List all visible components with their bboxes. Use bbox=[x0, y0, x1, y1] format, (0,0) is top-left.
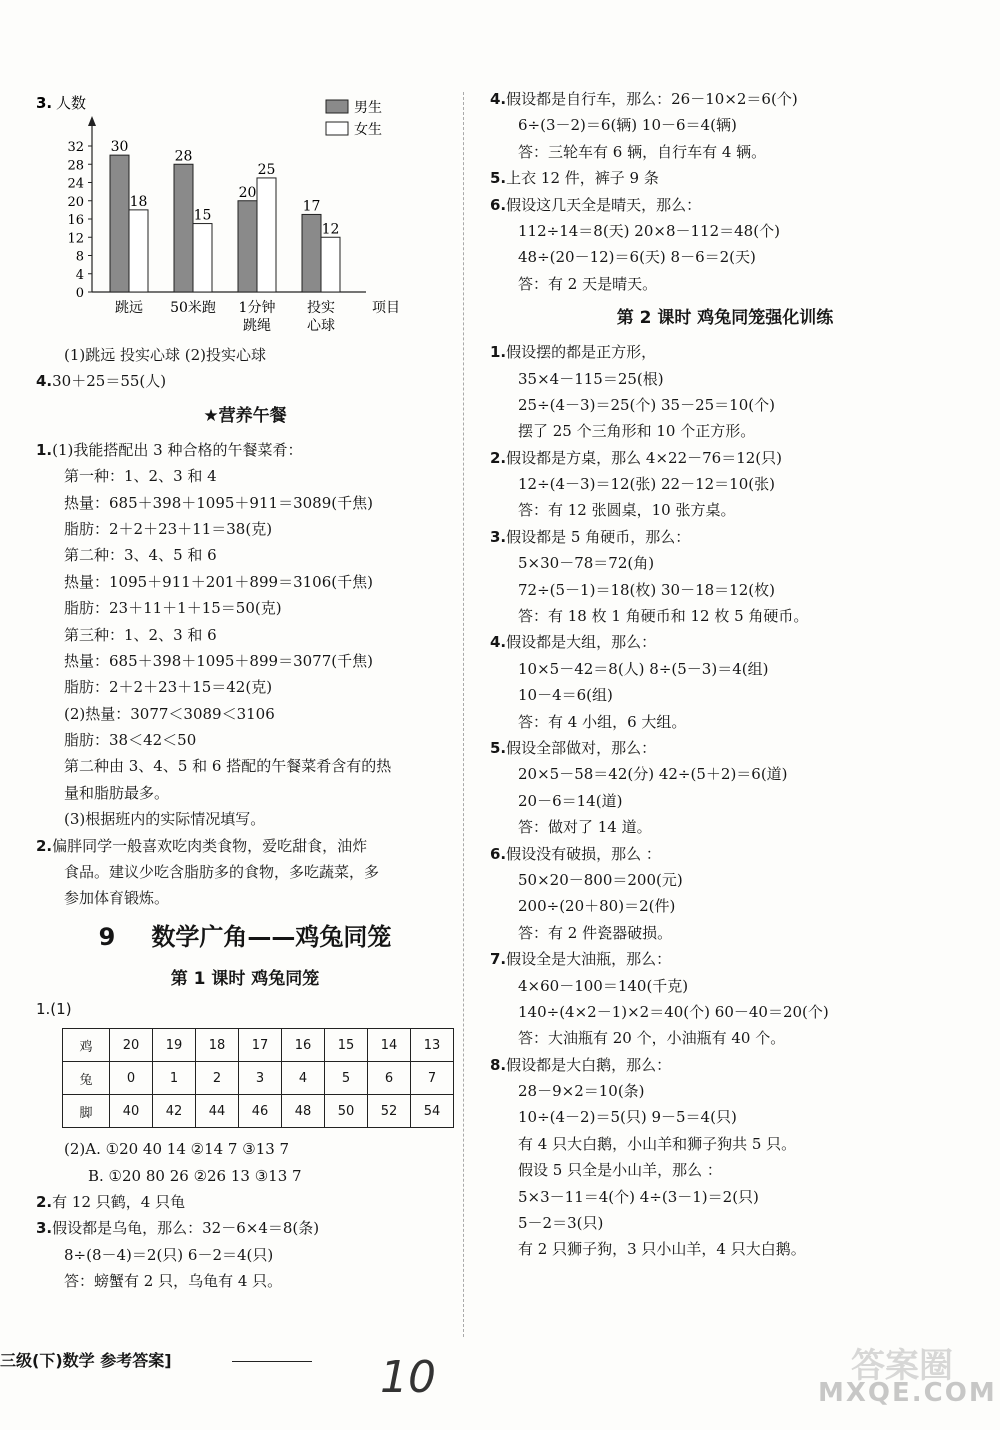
l2-q-line bbox=[490, 682, 960, 708]
lunch-q1-text: 热量：685＋398＋1095＋911＝3089(千焦) bbox=[64, 493, 373, 512]
table-cell: 0 bbox=[110, 1062, 153, 1095]
l2-q-text: 35×4－115＝25(根) bbox=[518, 369, 664, 388]
l2-q-text: 5－2＝3(只) bbox=[518, 1214, 604, 1233]
table-cell: 48 bbox=[282, 1095, 325, 1128]
table-cell: 52 bbox=[368, 1095, 411, 1128]
l1-q3-line bbox=[36, 1268, 454, 1294]
l2-q-text: 答：有 2 件瓷器破损。 bbox=[518, 923, 673, 942]
x-axis-label: 项目 bbox=[372, 300, 400, 316]
lunch-q1-text: 脂肪：23＋11＋1＋15＝50(克) bbox=[64, 599, 282, 618]
table-row-head: 脚 bbox=[63, 1095, 110, 1128]
l2-q-text: 假设 5 只全是小山羊，那么 ： bbox=[518, 1161, 722, 1180]
chapter-title: 数学广角——鸡兔同笼 bbox=[151, 922, 392, 951]
l1-q1-label: 1.(1) bbox=[36, 999, 72, 1018]
r-q6-line bbox=[490, 218, 960, 244]
table-cell: 17 bbox=[239, 1029, 282, 1062]
r-q6 bbox=[490, 192, 960, 298]
lunch-q1-text: 热量：1095＋911＋201＋899＝3106(千焦) bbox=[64, 572, 373, 591]
l2-q-line bbox=[490, 656, 960, 682]
legend-swatch bbox=[326, 100, 348, 113]
l2-q-text: 140÷(4×2－1)×2＝40(个) 60－40＝20(个) bbox=[518, 1002, 829, 1021]
r-q6-text: 答：有 2 天是晴天。 bbox=[518, 274, 658, 293]
bar-boys bbox=[110, 155, 129, 292]
l2-q-text: 假设都是大组，那么： bbox=[506, 633, 657, 652]
bar-data-label: 25 bbox=[257, 161, 276, 178]
r-q6-number: 6. bbox=[490, 195, 507, 214]
lunch-q1-line bbox=[36, 806, 454, 832]
l2-q-text: 10×5－42＝8(人) 8÷(5－3)＝4(组) bbox=[518, 659, 769, 678]
l2-q-number: 7. bbox=[490, 950, 507, 969]
chart-number: 3. bbox=[36, 94, 53, 112]
table-cell: 18 bbox=[196, 1029, 239, 1062]
lunch-q2-number: 2. bbox=[36, 836, 53, 855]
r-q6-line bbox=[490, 244, 960, 270]
l2-q-number: 2. bbox=[490, 448, 507, 467]
l2-q-line bbox=[490, 471, 960, 497]
bar-data-label: 20 bbox=[238, 184, 257, 201]
lesson1-title: 第 1 课时 鸡兔同笼 bbox=[170, 968, 320, 989]
l2-question bbox=[490, 735, 960, 841]
lunch-q1-line bbox=[36, 542, 454, 568]
table-cell: 3 bbox=[239, 1062, 282, 1095]
legend-label: 男生 bbox=[354, 100, 382, 116]
x-tick-label: 跳远 bbox=[115, 300, 143, 316]
r-q4 bbox=[490, 86, 960, 165]
l2-q-line bbox=[490, 1078, 960, 1104]
lesson2-answers bbox=[490, 339, 960, 1263]
lunch-q1-line bbox=[36, 753, 454, 779]
r-q6-line bbox=[490, 192, 960, 218]
l2-q-text: 答：做对了 14 道。 bbox=[518, 818, 652, 837]
l2-q-text: 假设全是大油瓶，那么： bbox=[506, 950, 672, 969]
l2-q-line bbox=[490, 339, 960, 365]
lunch-q1 bbox=[36, 437, 454, 833]
l2-q-line bbox=[490, 577, 960, 603]
l2-q-line bbox=[490, 1104, 960, 1130]
lunch-q1-number: 1. bbox=[36, 440, 53, 459]
l1-q3 bbox=[36, 1215, 454, 1294]
l1-q1-part2-b: B. ①20 80 26 ②26 13 ③13 7 bbox=[88, 1166, 302, 1185]
lunch-q1-line bbox=[36, 727, 454, 753]
y-tick-label: 8 bbox=[75, 249, 84, 265]
table-cell: 16 bbox=[282, 1029, 325, 1062]
l2-q-text: 答：有 12 张圆桌，10 张方桌。 bbox=[518, 501, 736, 520]
left-column bbox=[36, 86, 454, 1295]
table-cell: 44 bbox=[196, 1095, 239, 1128]
bar-data-label: 18 bbox=[129, 193, 148, 210]
l2-q-text: 有 2 只狮子狗，3 只小山羊，4 只大白鹅。 bbox=[518, 1240, 806, 1259]
table-cell: 14 bbox=[368, 1029, 411, 1062]
watermark-logo-mark: 答案圈 bbox=[851, 1346, 953, 1386]
q4-text: 30＋25＝55(人) bbox=[52, 372, 167, 391]
l2-q-text: 答：大油瓶有 20 个，小油瓶有 40 个。 bbox=[518, 1029, 786, 1048]
y-tick-label: 12 bbox=[67, 231, 84, 247]
lunch-q2-line bbox=[36, 833, 454, 859]
l2-q-text: 25÷(4－3)＝25(个) 35－25＝10(个) bbox=[518, 395, 775, 414]
l2-q-text: 28－9×2＝10(条) bbox=[518, 1082, 645, 1101]
r-q4-line bbox=[490, 112, 960, 138]
l2-question bbox=[490, 339, 960, 445]
right-column bbox=[490, 86, 960, 1263]
table-cell: 46 bbox=[239, 1095, 282, 1128]
l2-q-line bbox=[490, 841, 960, 867]
l1-q3-text: 假设都是乌龟，那么：32－6×4＝8(条) bbox=[52, 1219, 320, 1238]
watermark-url: MXQE.COM bbox=[818, 1378, 997, 1408]
chicken-rabbit-table bbox=[62, 1028, 454, 1128]
l2-q-line bbox=[490, 1025, 960, 1051]
l2-q-text: 20×5－58＝42(分) 42÷(5＋2)＝6(道) bbox=[518, 765, 788, 784]
l2-q-text: 有 4 只大白鹅，小山羊和狮子狗共 5 只。 bbox=[518, 1134, 797, 1153]
running-head: 三级(下)数学 参考答案] bbox=[0, 1351, 172, 1370]
l2-question bbox=[490, 841, 960, 947]
l2-q-line bbox=[490, 497, 960, 523]
l2-q-text: 假设没有破损，那么 ： bbox=[506, 844, 661, 863]
y-tick-label: 24 bbox=[67, 176, 84, 192]
table-cell: 19 bbox=[153, 1029, 196, 1062]
r-q6-text: 假设这几天全是晴天，那么： bbox=[506, 195, 702, 214]
l2-q-line bbox=[490, 550, 960, 576]
bar-girls bbox=[257, 178, 276, 292]
lunch-q1-text: 脂肪：2＋2＋23＋11＝38(克) bbox=[64, 519, 273, 538]
r-q4-line bbox=[490, 139, 960, 165]
lunch-q1-line bbox=[36, 622, 454, 648]
lunch-q2-text: 偏胖同学一般喜欢吃肉类食物，爱吃甜食，油炸 bbox=[52, 836, 368, 855]
lunch-q2-text: 参加体育锻炼。 bbox=[64, 889, 170, 908]
lesson2-title: 第 2 课时 鸡兔同笼强化训练 bbox=[616, 308, 834, 329]
bar-data-label: 17 bbox=[302, 198, 321, 215]
table-cell: 50 bbox=[325, 1095, 368, 1128]
l2-q-number: 5. bbox=[490, 738, 507, 757]
l2-q-text: 200÷(20＋80)＝2(件) bbox=[518, 897, 676, 916]
l2-q-text: 5×30－78＝72(角) bbox=[518, 554, 655, 573]
y-tick-label: 16 bbox=[67, 213, 84, 228]
bar-boys bbox=[238, 201, 257, 292]
l2-q-line bbox=[490, 445, 960, 471]
l1-q1-part2-a: (2)A. ①20 40 14 ②14 7 ③13 7 bbox=[64, 1140, 290, 1159]
lunch-q1-text: 第三种：1、2、3 和 6 bbox=[64, 625, 217, 644]
l2-q-line bbox=[490, 1236, 960, 1262]
l2-q-text: 72÷(5－1)＝18(枚) 30－18＝12(枚) bbox=[518, 580, 775, 599]
l1-q2-text: 有 12 只鹤，4 只龟 bbox=[52, 1192, 186, 1211]
bar-data-label: 30 bbox=[110, 139, 129, 156]
x-tick-label: 投实 bbox=[307, 300, 335, 316]
r-q6-line bbox=[490, 271, 960, 297]
l2-q-text: 10÷(4－2)＝5(只) 9－5＝4(只) bbox=[518, 1108, 737, 1127]
l2-q-line bbox=[490, 867, 960, 893]
y-axis-label: 人数 bbox=[56, 94, 87, 112]
bar-chart-svg bbox=[36, 86, 454, 342]
table-row bbox=[63, 1029, 454, 1062]
l2-q-line bbox=[490, 761, 960, 787]
l2-q-text: 摆了 25 个三角形和 10 个正方形。 bbox=[518, 422, 756, 441]
l2-q-line bbox=[490, 603, 960, 629]
l2-question bbox=[490, 1052, 960, 1263]
r-q4-text: 6÷(3－2)＝6(辆) 10－6＝4(辆) bbox=[518, 116, 737, 135]
r-q4-text: 假设都是自行车，那么：26－10×2＝6(个) bbox=[506, 90, 798, 108]
lunch-q2-line bbox=[36, 859, 454, 885]
chapter-number: 9 bbox=[98, 922, 116, 951]
lunch-q1-line bbox=[36, 516, 454, 542]
handwritten-page-number: 10 bbox=[380, 1352, 436, 1403]
lunch-q1-text: 脂肪：38＜42＜50 bbox=[64, 731, 197, 750]
l2-question bbox=[490, 946, 960, 1052]
r-q4-line bbox=[490, 86, 960, 112]
x-tick-label: 跳绳 bbox=[243, 318, 271, 334]
l2-question bbox=[490, 629, 960, 735]
r-q6-text: 48÷(20－12)＝6(天) 8－6＝2(天) bbox=[518, 248, 756, 267]
r-q6-text: 112÷14＝8(天) 20×8－112＝48(个) bbox=[518, 221, 780, 240]
lunch-q1-text: 热量：685＋398＋1095＋899＝3077(千焦) bbox=[64, 651, 373, 670]
bar-girls bbox=[193, 224, 212, 292]
table-row bbox=[63, 1062, 454, 1095]
l2-q-line bbox=[490, 920, 960, 946]
lunch-q1-line bbox=[36, 595, 454, 621]
q4-number: 4. bbox=[36, 372, 53, 391]
l2-q-line bbox=[490, 1052, 960, 1078]
l2-q-line bbox=[490, 629, 960, 655]
l2-q-text: 5×3－11＝4(个) 4÷(3－1)＝2(只) bbox=[518, 1187, 759, 1206]
lunch-q1-text: 量和脂肪最多。 bbox=[64, 783, 170, 802]
l2-q-line bbox=[490, 366, 960, 392]
table-cell: 7 bbox=[411, 1062, 454, 1095]
l2-q-line bbox=[490, 1184, 960, 1210]
lunch-q2-text: 食品。建议少吃含脂肪多的食物，多吃蔬菜，多 bbox=[64, 863, 380, 882]
legend-label: 女生 bbox=[354, 122, 382, 138]
l2-q-text: 答：有 4 小组，6 大组。 bbox=[518, 712, 687, 731]
bar-chart bbox=[36, 86, 454, 342]
l2-q-line bbox=[490, 1131, 960, 1157]
l1-q3-line bbox=[36, 1242, 454, 1268]
lunch-q1-text: 第一种：1、2、3 和 4 bbox=[64, 467, 217, 486]
l2-q-text: 假设摆的都是正方形， bbox=[506, 343, 657, 362]
lunch-q1-line bbox=[36, 701, 454, 727]
l2-q-text: 10－4＝6(组) bbox=[518, 686, 613, 705]
l2-q-text: 假设都是 5 角硬币，那么： bbox=[506, 527, 691, 546]
lunch-q1-text: 第二种：3、4、5 和 6 bbox=[64, 546, 217, 565]
bar-data-label: 15 bbox=[193, 207, 212, 224]
y-tick-label: 28 bbox=[67, 158, 84, 174]
l2-q-text: 4×60－100＝140(千克) bbox=[518, 976, 689, 995]
y-tick-label: 32 bbox=[67, 140, 84, 155]
chapter-heading bbox=[36, 912, 454, 962]
l2-q-line bbox=[490, 893, 960, 919]
l2-q-text: 答：有 18 枚 1 角硬币和 12 枚 5 角硬币。 bbox=[518, 607, 809, 626]
lunch-q1-line bbox=[36, 780, 454, 806]
l2-q-line bbox=[490, 524, 960, 550]
x-tick-label: 心球 bbox=[307, 318, 335, 334]
bar-data-label: 28 bbox=[174, 148, 193, 165]
l2-q-line bbox=[490, 418, 960, 444]
r-q4-number: 4. bbox=[490, 90, 507, 108]
l2-q-text: 12÷(4－3)＝12(张) 22－12＝10(张) bbox=[518, 475, 775, 494]
l2-q-line bbox=[490, 814, 960, 840]
l2-q-text: 20－6＝14(道) bbox=[518, 791, 623, 810]
lunch-q1-text: 第二种由 3、4、5 和 6 搭配的午餐菜肴含有的热 bbox=[64, 757, 392, 776]
l2-q-number: 3. bbox=[490, 527, 507, 546]
table-cell: 4 bbox=[282, 1062, 325, 1095]
l2-q-line bbox=[490, 1210, 960, 1236]
l2-q-text: 50×20－800＝200(元) bbox=[518, 870, 683, 889]
watermark-logo bbox=[818, 1338, 997, 1416]
l2-q-line bbox=[490, 392, 960, 418]
l1-q3-line bbox=[36, 1215, 454, 1241]
l2-q-number: 8. bbox=[490, 1055, 507, 1074]
table-row bbox=[63, 1095, 454, 1128]
l2-question bbox=[490, 524, 960, 630]
l1-q3-text: 答：螃蟹有 2 只，乌龟有 4 只。 bbox=[64, 1272, 283, 1291]
column-divider bbox=[463, 92, 464, 1337]
lunch-q1-line bbox=[36, 674, 454, 700]
q3-answer: (1)跳远 投实心球 (2)投实心球 bbox=[64, 346, 267, 364]
y-axis-arrow bbox=[88, 116, 96, 126]
lunch-q1-line bbox=[36, 463, 454, 489]
table-row-head: 兔 bbox=[63, 1062, 110, 1095]
table-cell: 54 bbox=[411, 1095, 454, 1128]
l2-q-line bbox=[490, 1157, 960, 1183]
table-cell: 13 bbox=[411, 1029, 454, 1062]
running-head-rule bbox=[232, 1361, 312, 1362]
section-lunch-title: ★营养午餐 bbox=[203, 405, 287, 426]
bar-girls bbox=[129, 210, 148, 292]
l2-q-text: 假设都是方桌，那么 4×22－76＝12(只) bbox=[506, 448, 782, 467]
table-cell: 5 bbox=[325, 1062, 368, 1095]
l2-q-number: 4. bbox=[490, 633, 507, 652]
legend-swatch bbox=[326, 122, 348, 135]
r-q5-text: 上衣 12 件，裤子 9 条 bbox=[506, 169, 659, 188]
bar-girls bbox=[321, 237, 340, 292]
l2-q-number: 1. bbox=[490, 343, 507, 362]
lunch-q2-line bbox=[36, 885, 454, 911]
table-cell: 40 bbox=[110, 1095, 153, 1128]
y-tick-label: 20 bbox=[67, 194, 84, 210]
lunch-q1-line bbox=[36, 437, 454, 463]
table-cell: 6 bbox=[368, 1062, 411, 1095]
r-q5-number: 5. bbox=[490, 169, 507, 188]
x-tick-label: 50米跑 bbox=[170, 300, 216, 316]
l1-q3-number: 3. bbox=[36, 1219, 53, 1238]
table-cell: 1 bbox=[153, 1062, 196, 1095]
l2-q-line bbox=[490, 735, 960, 761]
y-tick-label: 4 bbox=[75, 267, 84, 283]
lunch-q1-text: (2)热量：3077＜3089＜3106 bbox=[64, 704, 275, 723]
lunch-q1-text: (1)我能搭配出 3 种合格的午餐菜肴： bbox=[52, 440, 303, 459]
l2-q-line bbox=[490, 946, 960, 972]
x-tick-label: 1分钟 bbox=[238, 300, 276, 316]
table-cell: 42 bbox=[153, 1095, 196, 1128]
lunch-q2 bbox=[36, 833, 454, 912]
l2-q-line bbox=[490, 709, 960, 735]
l1-q3-text: 8÷(8－4)＝2(只) 6－2＝4(只) bbox=[64, 1245, 274, 1264]
lunch-q1-line bbox=[36, 490, 454, 516]
lunch-q1-line bbox=[36, 569, 454, 595]
lunch-q1-line bbox=[36, 648, 454, 674]
table-cell: 2 bbox=[196, 1062, 239, 1095]
l2-question bbox=[490, 445, 960, 524]
l2-q-line bbox=[490, 973, 960, 999]
y-tick-label: 0 bbox=[75, 286, 84, 301]
r-q4-text: 答：三轮车有 6 辆，自行车有 4 辆。 bbox=[518, 142, 767, 161]
l2-q-text: 假设全部做对，那么： bbox=[506, 738, 657, 757]
lunch-q1-text: 脂肪：2＋2＋23＋15＝42(克) bbox=[64, 678, 273, 697]
l2-q-line bbox=[490, 788, 960, 814]
table-cell: 15 bbox=[325, 1029, 368, 1062]
bar-data-label: 12 bbox=[321, 221, 340, 238]
bar-boys bbox=[174, 164, 193, 292]
l1-q2-number: 2. bbox=[36, 1192, 53, 1211]
table-row-head: 鸡 bbox=[63, 1029, 110, 1062]
table-cell: 20 bbox=[110, 1029, 153, 1062]
lunch-q1-text: (3)根据班内的实际情况填写。 bbox=[64, 810, 266, 829]
l2-q-text: 假设都是大白鹅，那么： bbox=[506, 1055, 672, 1074]
l2-q-number: 6. bbox=[490, 844, 507, 863]
l2-q-line bbox=[490, 999, 960, 1025]
bar-boys bbox=[302, 214, 321, 292]
